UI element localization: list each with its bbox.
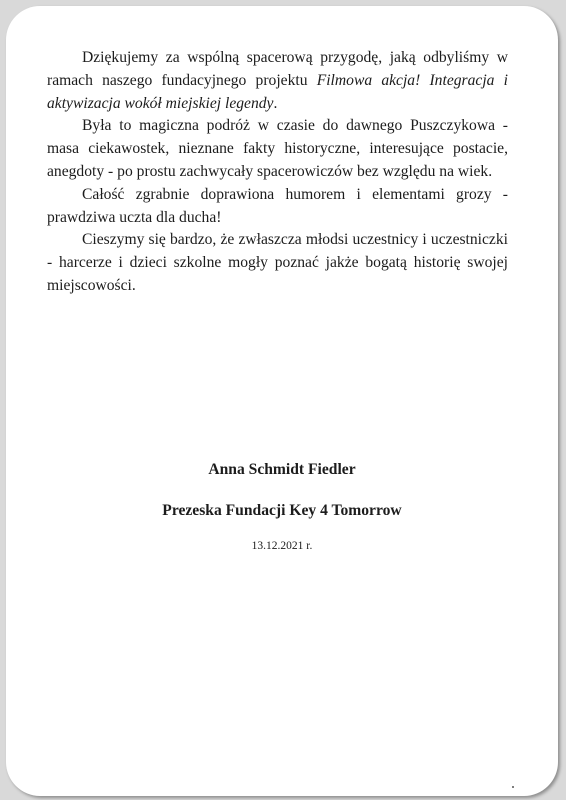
signatory-role: Prezeska Fundacji Key 4 Tomorrow bbox=[162, 502, 402, 519]
scan-speck bbox=[512, 786, 514, 788]
paragraph-2-text: Była to magiczna podróż w czasie do dawnego Puszczykowa - masa ciekawostek, nieznane fakty historyczne, interesujące postacie, anegdoty - po prostu zachwycały spacerowiczów bez względu na wiek. bbox=[47, 117, 508, 180]
paragraph-4 bbox=[47, 229, 508, 297]
project-title: Filmowa akcja! Integracja i aktywizacja wokół miejskiej legendy bbox=[47, 71, 508, 112]
letter-page bbox=[6, 6, 558, 796]
signatory-name: Anna Schmidt Fiedler bbox=[208, 461, 356, 478]
letter-body bbox=[47, 47, 508, 298]
paragraph-1-end: . bbox=[273, 94, 278, 112]
paragraph-3-text: Całość zgrabnie doprawiona humorem i elementami grozy - prawdziwa uczta dla ducha! bbox=[47, 185, 508, 226]
paragraph-4-text: Cieszymy się bardzo, że zwłaszcza młodsi uczestnicy i uczestniczki - harcerze i dzieci szkolne mogły poznać jakże bogatą historię swojej miejscowości. bbox=[47, 231, 508, 294]
paragraph-1 bbox=[47, 47, 508, 115]
letter-date: 13.12.2021 r. bbox=[251, 540, 313, 552]
paragraph-3 bbox=[47, 184, 508, 230]
paragraph-2 bbox=[47, 115, 508, 183]
paragraph-1-text: Dziękujemy za wspólną spacerową przygodę, jaką odbyliśmy w ramach naszego fundacyjnego projektu bbox=[47, 49, 508, 89]
